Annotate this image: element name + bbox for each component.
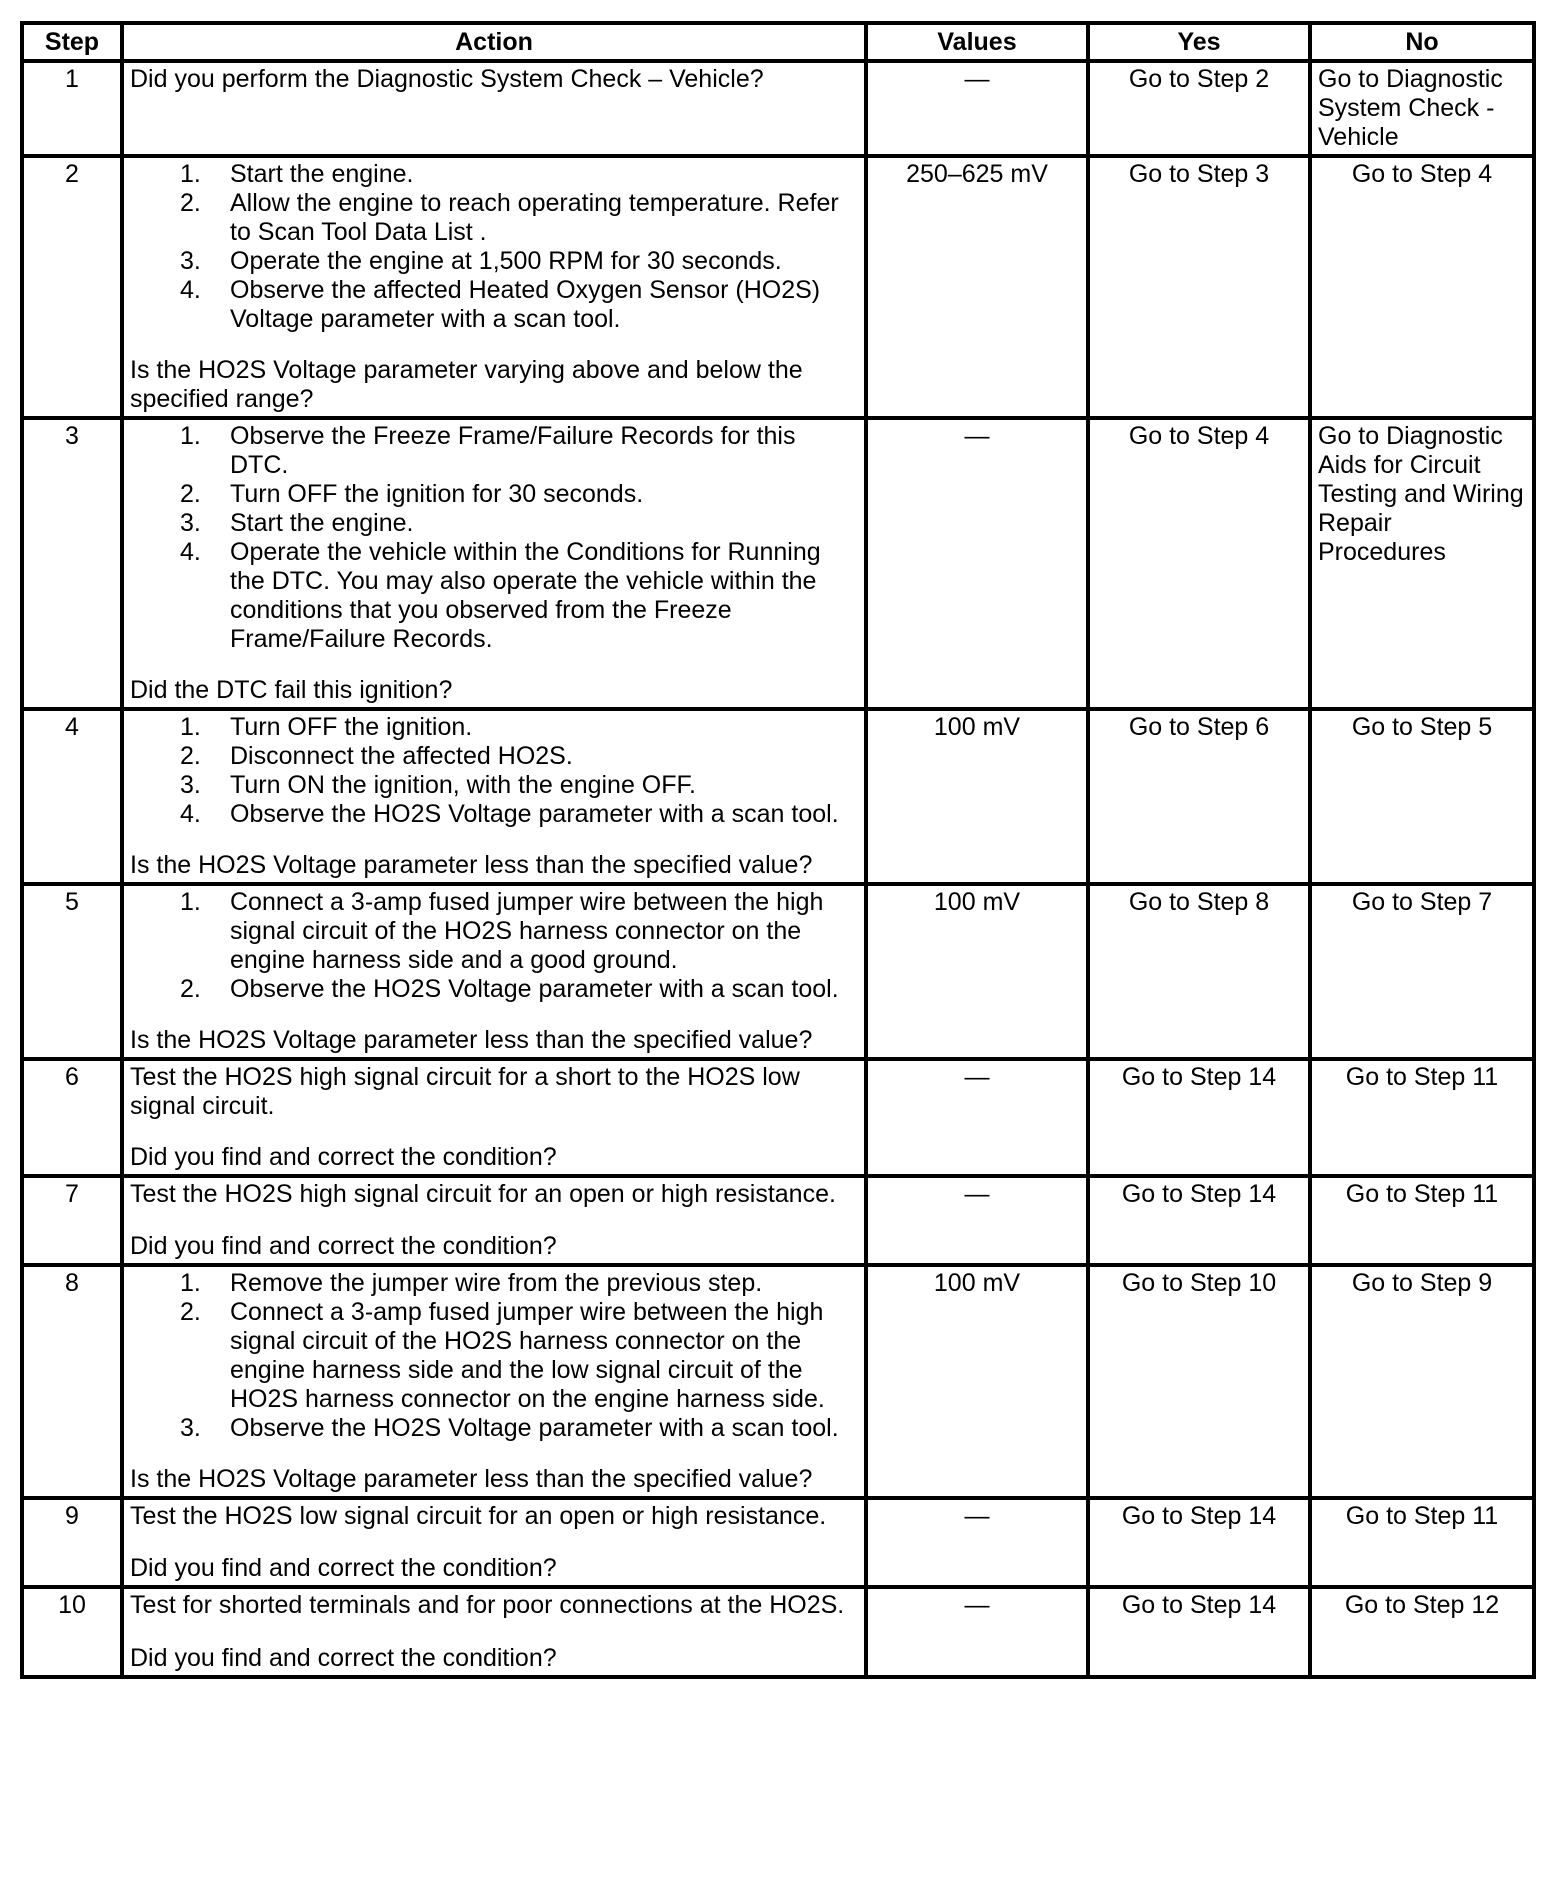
list-item-number: 4. — [180, 276, 201, 304]
list-item-text: Observe the affected Heated Oxygen Sensor (HO2S) Voltage parameter with a scan tool. — [230, 276, 821, 333]
value-cell: 100 mV — [866, 1265, 1088, 1498]
step-number: 6 — [22, 1059, 122, 1176]
list-item-number: 2. — [180, 189, 201, 217]
table-row — [22, 1059, 1534, 1176]
header-step: Step — [22, 23, 122, 61]
list-item — [180, 742, 858, 771]
list-item — [180, 1269, 858, 1298]
list-item-number: 2. — [180, 480, 201, 508]
list-item-text: Start the engine. — [230, 509, 414, 537]
action-instruction: Test for shorted terminals and for poor connections at the HO2S. — [130, 1591, 845, 1619]
value-cell: 100 mV — [866, 709, 1088, 884]
list-item-text: Operate the engine at 1,500 RPM for 30 seconds. — [230, 247, 782, 275]
list-item-number: 4. — [180, 538, 201, 566]
action-question: Is the HO2S Voltage parameter less than the specified value? — [130, 1465, 813, 1493]
header-values: Values — [866, 23, 1088, 61]
list-item-number: 2. — [180, 742, 201, 770]
list-item — [180, 975, 858, 1004]
list-item-text: Allow the engine to reach operating temperature. Refer to Scan Tool Data List . — [230, 189, 839, 246]
yes-outcome: Go to Step 14 — [1088, 1176, 1310, 1265]
value-cell: — — [866, 61, 1088, 156]
diagnostic-table-sheet — [20, 21, 1532, 1679]
action-question: Is the HO2S Voltage parameter less than the specified value? — [130, 1026, 813, 1054]
header-action: Action — [122, 23, 866, 61]
action-cell — [122, 156, 866, 418]
no-outcome: Go to Step 4 — [1310, 156, 1534, 418]
step-number: 7 — [22, 1176, 122, 1265]
list-item-text: Observe the HO2S Voltage parameter with a scan tool. — [230, 800, 839, 828]
action-steps-list — [180, 888, 858, 1004]
list-item-text: Observe the HO2S Voltage parameter with a scan tool. — [230, 975, 839, 1003]
action-instruction: Test the HO2S high signal circuit for an open or high resistance. — [130, 1180, 836, 1208]
value-cell: — — [866, 1587, 1088, 1677]
action-instruction: Did you perform the Diagnostic System Check – Vehicle? — [130, 65, 764, 93]
yes-outcome: Go to Step 6 — [1088, 709, 1310, 884]
list-item — [180, 276, 858, 334]
action-content — [130, 1180, 858, 1261]
step-number: 3 — [22, 418, 122, 709]
header-yes: Yes — [1088, 23, 1310, 61]
step-number: 9 — [22, 1498, 122, 1587]
list-item-number: 3. — [180, 1414, 201, 1442]
yes-outcome: Go to Step 2 — [1088, 61, 1310, 156]
table-row — [22, 156, 1534, 418]
action-question: Did you find and correct the condition? — [130, 1232, 557, 1260]
list-item — [180, 189, 858, 247]
action-cell — [122, 1059, 866, 1176]
action-content — [130, 713, 858, 880]
value-cell: 250–625 mV — [866, 156, 1088, 418]
list-item-number: 3. — [180, 509, 201, 537]
list-item-text: Observe the Freeze Frame/Failure Records for this DTC. — [230, 422, 796, 479]
value-cell: — — [866, 1176, 1088, 1265]
list-item — [180, 713, 858, 742]
no-outcome: Go to Step 11 — [1310, 1059, 1534, 1176]
no-outcome: Go to Step 5 — [1310, 709, 1534, 884]
list-item — [180, 160, 858, 189]
value-cell: — — [866, 1059, 1088, 1176]
yes-outcome: Go to Step 14 — [1088, 1059, 1310, 1176]
action-instruction: Test the HO2S high signal circuit for a short to the HO2S low signal circuit. — [130, 1063, 800, 1120]
action-body — [130, 1591, 858, 1620]
diagnostic-table — [20, 21, 1536, 1679]
action-question: Did you find and correct the condition? — [130, 1554, 557, 1582]
action-cell — [122, 884, 866, 1059]
action-content — [130, 1502, 858, 1583]
action-steps-list — [180, 160, 858, 334]
list-item-number: 1. — [180, 888, 201, 916]
no-outcome: Go to Step 11 — [1310, 1176, 1534, 1265]
list-item-text: Start the engine. — [230, 160, 414, 188]
action-cell — [122, 1587, 866, 1677]
table-body — [22, 61, 1534, 1677]
step-number: 1 — [22, 61, 122, 156]
action-body — [130, 1063, 858, 1121]
list-item-text: Turn OFF the ignition. — [230, 713, 473, 741]
list-item — [180, 771, 858, 800]
value-cell: — — [866, 418, 1088, 709]
action-cell — [122, 418, 866, 709]
action-steps-list — [180, 1269, 858, 1443]
yes-outcome: Go to Step 8 — [1088, 884, 1310, 1059]
list-item-text: Turn ON the ignition, with the engine OFF. — [230, 771, 696, 799]
no-outcome: Go to Diagnostic Aids for Circuit Testing and Wiring Repair Procedures — [1310, 418, 1534, 709]
action-body — [130, 160, 858, 334]
no-outcome: Go to Step 9 — [1310, 1265, 1534, 1498]
table-row — [22, 884, 1534, 1059]
list-item-text: Connect a 3-amp fused jumper wire between the high signal circuit of the HO2S harness connector on the engine harness side and a good ground. — [230, 888, 824, 974]
step-number: 2 — [22, 156, 122, 418]
action-content — [130, 65, 858, 152]
list-item — [180, 480, 858, 509]
value-cell: — — [866, 1498, 1088, 1587]
no-outcome: Go to Diagnostic System Check - Vehicle — [1310, 61, 1534, 156]
list-item-number: 1. — [180, 422, 201, 450]
table-row — [22, 61, 1534, 156]
action-cell — [122, 1498, 866, 1587]
list-item — [180, 422, 858, 480]
yes-outcome: Go to Step 10 — [1088, 1265, 1310, 1498]
yes-outcome: Go to Step 3 — [1088, 156, 1310, 418]
list-item-number: 1. — [180, 160, 201, 188]
list-item-number: 4. — [180, 800, 201, 828]
table-row — [22, 1265, 1534, 1498]
action-content — [130, 1591, 858, 1673]
no-outcome: Go to Step 12 — [1310, 1587, 1534, 1677]
step-number: 10 — [22, 1587, 122, 1677]
step-number: 5 — [22, 884, 122, 1059]
yes-outcome: Go to Step 4 — [1088, 418, 1310, 709]
list-item-number: 2. — [180, 975, 201, 1003]
action-question: Did you find and correct the condition? — [130, 1143, 557, 1171]
action-body — [130, 713, 858, 829]
action-cell — [122, 709, 866, 884]
no-outcome: Go to Step 11 — [1310, 1498, 1534, 1587]
step-number: 8 — [22, 1265, 122, 1498]
list-item-number: 2. — [180, 1298, 201, 1326]
list-item-text: Disconnect the affected HO2S. — [230, 742, 573, 770]
action-instruction: Test the HO2S low signal circuit for an open or high resistance. — [130, 1502, 827, 1530]
list-item — [180, 538, 858, 654]
yes-outcome: Go to Step 14 — [1088, 1587, 1310, 1677]
list-item — [180, 247, 858, 276]
value-cell: 100 mV — [866, 884, 1088, 1059]
list-item-number: 3. — [180, 247, 201, 275]
action-question: Did you find and correct the condition? — [130, 1644, 557, 1672]
action-body — [130, 422, 858, 654]
action-steps-list — [180, 422, 858, 654]
action-content — [130, 888, 858, 1055]
action-body — [130, 888, 858, 1004]
action-question: Did the DTC fail this ignition? — [130, 676, 453, 704]
header-no: No — [1310, 23, 1534, 61]
action-content — [130, 160, 858, 414]
no-outcome: Go to Step 7 — [1310, 884, 1534, 1059]
list-item — [180, 1414, 858, 1443]
list-item-number: 1. — [180, 1269, 201, 1297]
list-item-number: 1. — [180, 713, 201, 741]
action-cell — [122, 1176, 866, 1265]
list-item — [180, 509, 858, 538]
action-content — [130, 1269, 858, 1494]
table-row — [22, 418, 1534, 709]
list-item — [180, 800, 858, 829]
action-question: Is the HO2S Voltage parameter less than the specified value? — [130, 851, 813, 879]
action-content — [130, 422, 858, 705]
table-row — [22, 1176, 1534, 1265]
list-item — [180, 888, 858, 975]
yes-outcome: Go to Step 14 — [1088, 1498, 1310, 1587]
action-body — [130, 65, 858, 94]
list-item-text: Operate the vehicle within the Conditions for Running the DTC. You may also operate the vehicle within the conditions that you observed from the Freeze Frame/Failure Records. — [230, 538, 821, 653]
list-item-text: Connect a 3-amp fused jumper wire between the high signal circuit of the HO2S harness connector on the engine harness side and the low signal circuit of the HO2S harness connector on the engine harness side. — [230, 1298, 825, 1413]
list-item-text: Observe the HO2S Voltage parameter with a scan tool. — [230, 1414, 839, 1442]
action-body — [130, 1502, 858, 1531]
list-item-text: Remove the jumper wire from the previous step. — [230, 1269, 763, 1297]
action-steps-list — [180, 713, 858, 829]
action-body — [130, 1269, 858, 1443]
header-row — [22, 23, 1534, 61]
action-content — [130, 1063, 858, 1172]
table-row — [22, 1498, 1534, 1587]
table-row — [22, 709, 1534, 884]
action-body — [130, 1180, 858, 1209]
step-number: 4 — [22, 709, 122, 884]
action-question: Is the HO2S Voltage parameter varying above and below the specified range? — [130, 356, 803, 413]
list-item-number: 3. — [180, 771, 201, 799]
action-cell — [122, 1265, 866, 1498]
action-cell — [122, 61, 866, 156]
list-item-text: Turn OFF the ignition for 30 seconds. — [230, 480, 644, 508]
list-item — [180, 1298, 858, 1414]
table-row — [22, 1587, 1534, 1677]
